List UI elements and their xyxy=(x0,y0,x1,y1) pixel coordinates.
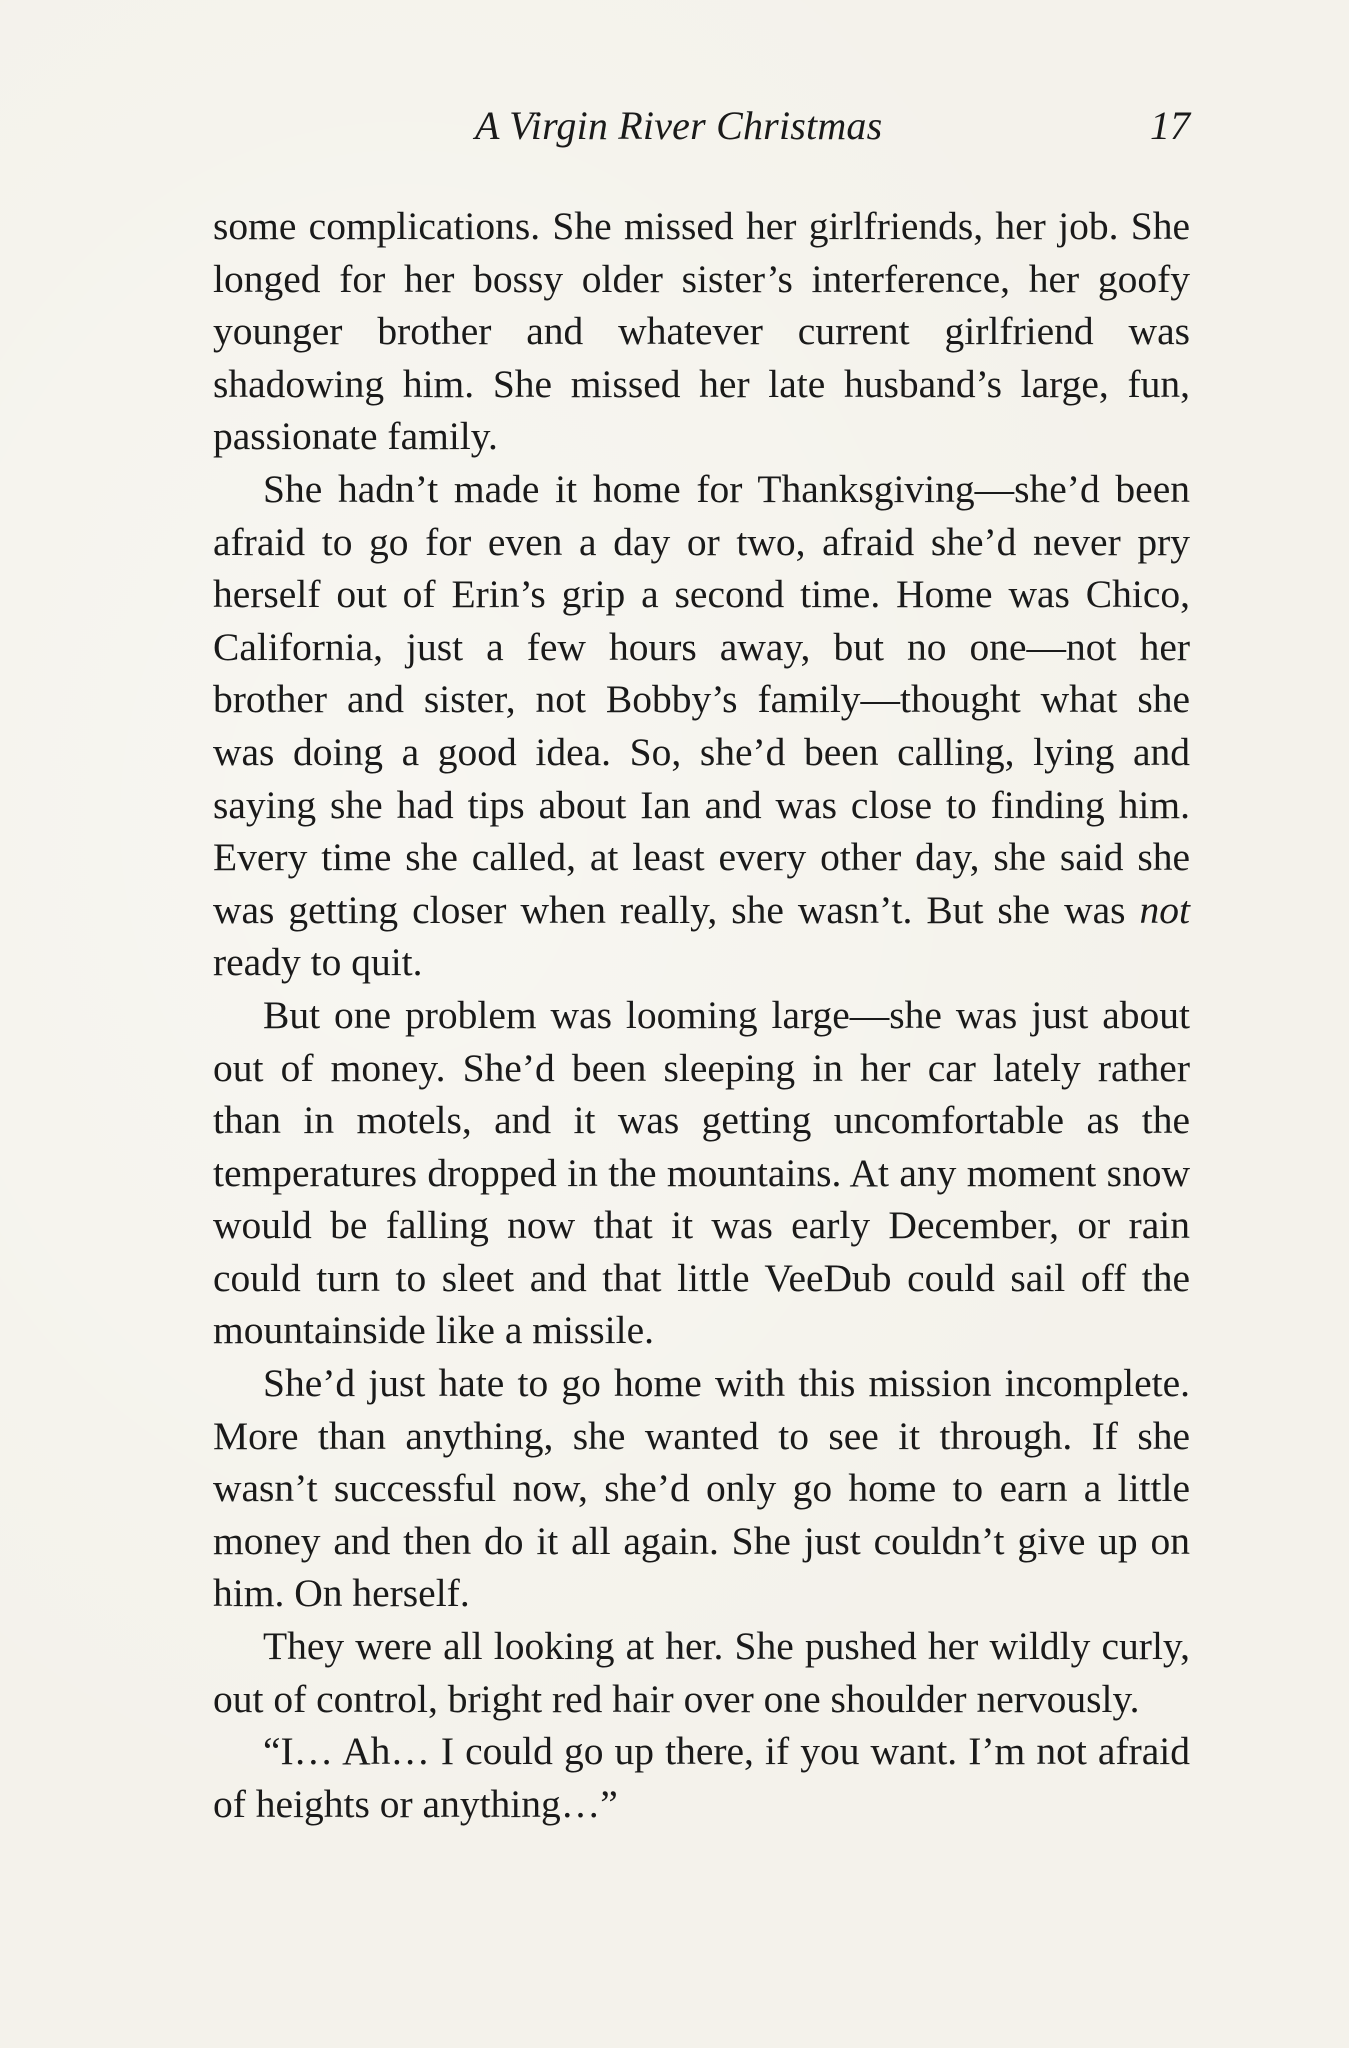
emphasis-not: not xyxy=(1139,887,1190,932)
paragraph-6: “I… Ah… I could go up there, if you want. I’m not afraid of heights or anything…” xyxy=(213,1729,1190,1826)
running-header xyxy=(213,96,1190,156)
body-text xyxy=(213,200,1190,1830)
paragraph-2-text: She hadn’t made it home for Thanksgiving—she’d been afraid to go for even a day or two, afraid she’d never pry herself out of Erin’s grip a second time. Home was Chico, California, just a few hours away, but no one—not her brother and sister, not Bobby’s family—thought what she was doing a good idea. So, she’d been calling, lying and saying she had tips about Ian and was close to finding him. Every time she called, at least every other day, she said she was getting closer when really, she wasn’t. xyxy=(213,466,1190,932)
paragraph-1: some complications. She missed her girlfriends, her job. She longed for her bossy older sister’s interference, her goofy younger brother and whatever current girlfriend was shadowing him. She missed her late husband’s large, fun, passionate family. xyxy=(213,204,1190,459)
paragraph-3: But one problem was looming large—she was just about out of money. She’d been sleeping in her car lately rather than in motels, and it was getting uncomfortable as the temperatures dropped in the mountains. At any moment snow would be falling now that it was early December, or rain could turn to sleet and that little VeeDub could sail off the mountainside like a missile. xyxy=(213,992,1190,1353)
book-title: A Virgin River Christmas xyxy=(475,103,883,148)
paragraph-4: She’d just hate to go home with this mission incomplete. More than anything, she wanted to see it through. If she wasn’t successful now, she’d only go home to earn a little money and then do it all again. She just couldn’t give up on him. On herself. xyxy=(213,1361,1190,1616)
paragraph-2-before: But she was xyxy=(926,887,1140,932)
page-number: 17 xyxy=(1150,103,1190,148)
paragraph-2 xyxy=(213,463,1190,989)
paragraph-5: They were all looking at her. She pushed her wildly curly, out of control, bright red hair over one shoulder nervously. xyxy=(213,1624,1190,1721)
paragraph-2-after: ready to quit. xyxy=(213,940,423,985)
